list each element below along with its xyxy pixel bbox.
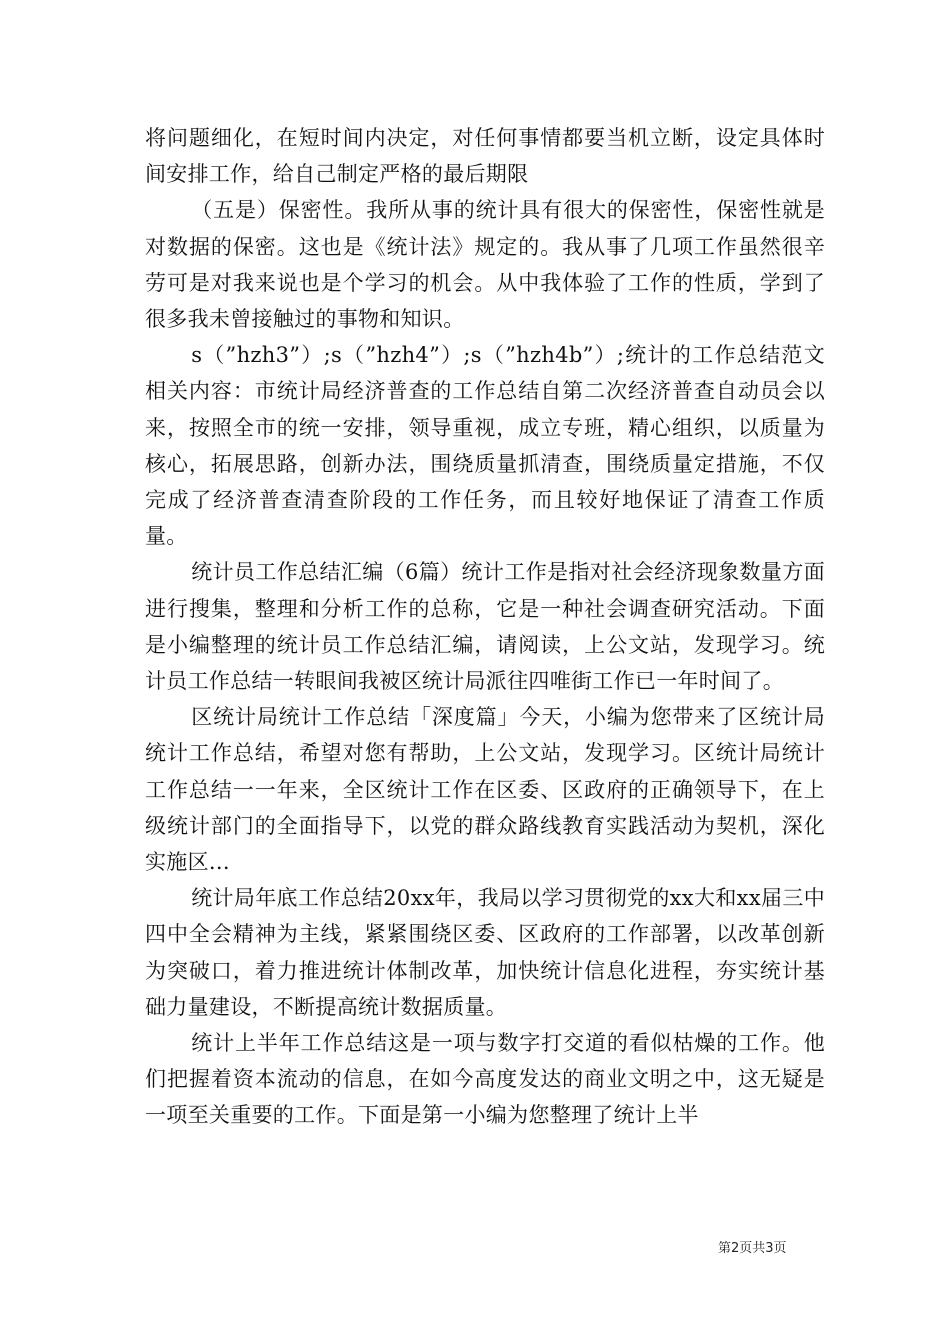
paragraph-1: 将问题细化，在短时间内决定，对任何事情都要当机立断，设定具体时间安排工作，给自己制定严格的最后期限 bbox=[145, 126, 825, 187]
paragraph-5: 区统计局统计工作总结「深度篇」今天，小编为您带来了区统计局统计工作总结，希望对您有帮助，上公文站，发现学习。区统计局统计工作总结一一年来，全区统计工作在区委、区政府的正确领导下，在上级统计部门的全面指导下，以党的群众路线教育实践活动为契机，深化实施区... bbox=[145, 705, 825, 875]
paragraph-3: s（”hzh3”）;s（”hzh4”）;s（”hzh4b”）;统计的工作总结范文相关内容：市统计局经济普查的工作总结自第二次经济普查自动员会以来，按照全市的统一安排，领导重视，成立专班，精心组织，以质量为核心，拓展思路，创新办法，围绕质量抓清查，围绕质量定措施，不仅完成了经济普查清查阶段的工作任务，而且较好地保证了清查工作质量。 bbox=[145, 343, 825, 549]
page-number-footer: 第2页共3页 bbox=[718, 1241, 787, 1256]
paragraph-2: （五是）保密性。我所从事的统计具有很大的保密性，保密性就是对数据的保密。这也是《统计法》规定的。我从事了几项工作虽然很辛劳可是对我来说也是个学习的机会。从中我体验了工作的性质，学到了很多我未曾接触过的事物和知识。 bbox=[145, 198, 825, 332]
paragraph-6: 统计局年底工作总结20xx年，我局以学习贯彻党的xx大和xx届三中四中全会精神为主线，紧紧围绕区委、区政府的工作部署，以改革创新为突破口，着力推进统计体制改革，加快统计信息化进程，夯实统计基础力量建设，不断提高统计数据质量。 bbox=[145, 886, 825, 1019]
paragraph-7: 统计上半年工作总结这是一项与数字打交道的看似枯燥的工作。他们把握着资本流动的信息，在如今高度发达的商业文明之中，这无疑是一项至关重要的工作。下面是第一小编为您整理了统计上半 bbox=[145, 1031, 825, 1128]
document-body bbox=[145, 120, 825, 1134]
paragraph-4: 统计员工作总结汇编（6篇）统计工作是指对社会经济现象数量方面进行搜集，整理和分析工作的总称，它是一种社会调查研究活动。下面是小编整理的统计员工作总结汇编，请阅读，上公文站，发现学习。统计员工作总结一转眼间我被区统计局派往四唯街工作已一年时间了。 bbox=[145, 560, 825, 694]
